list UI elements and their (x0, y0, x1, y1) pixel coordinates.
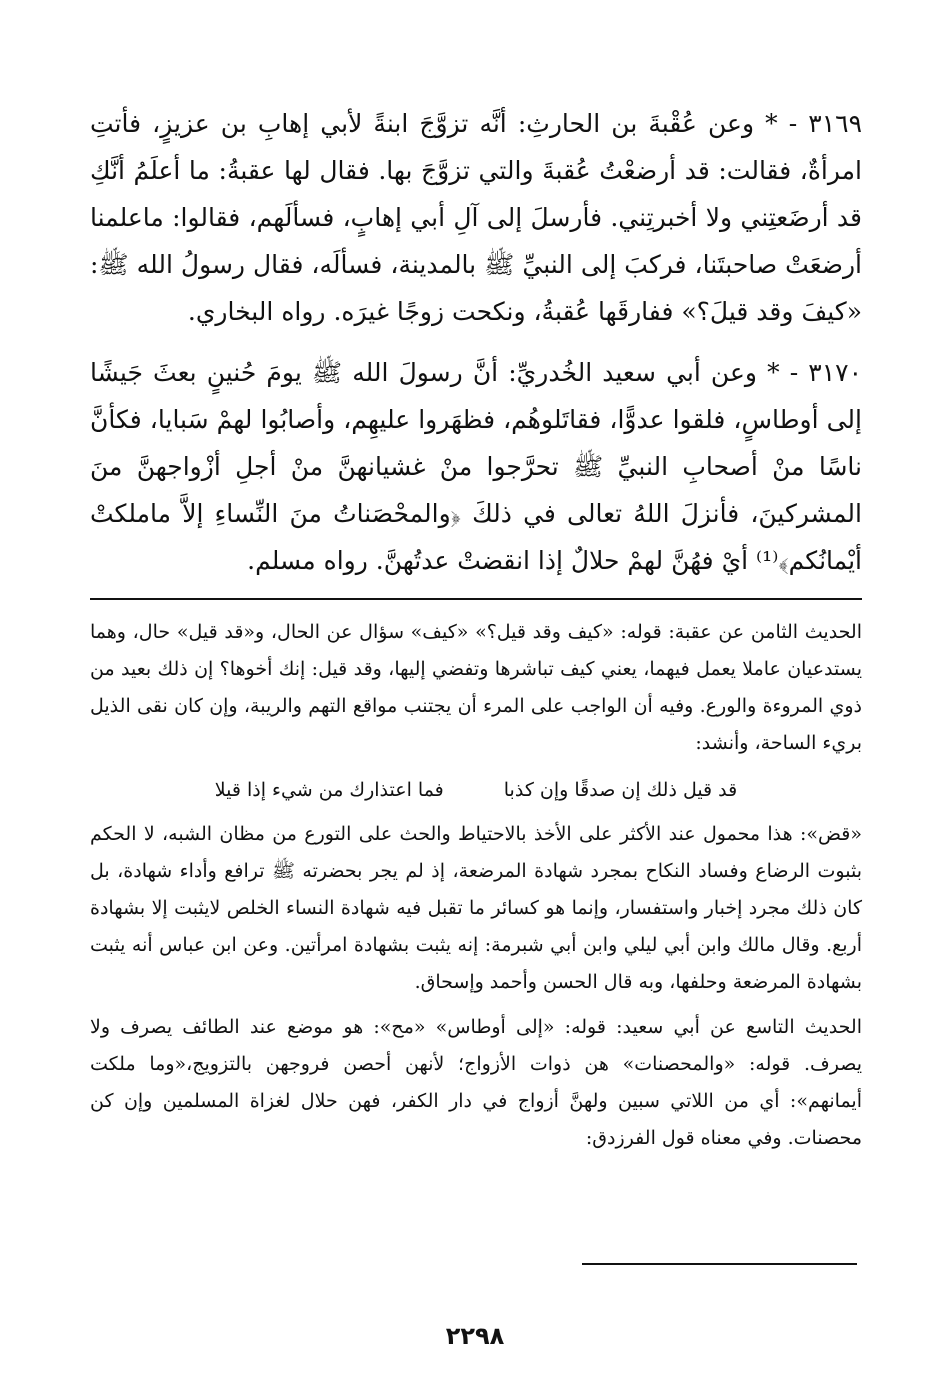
commentary-hadith-8: الحديث الثامن عن عقبة: قوله: «كيف وقد قيل؟» «كيف» سؤال عن الحال، و«قد قيل» حال، وهما يستدعيان عاملا يعمل فيهما، يعني كيف تباشرها وتفضي إليها، وقد قيل: إنك أخوها؟ إن ذلك بعيد من ذوي المروءة والورع. وفيه أن الواجب على المرء أن يجتنب مواقع التهم والريبة، وإن كان نقى الذيل بريء الساحة، وأنشد: (90, 621, 862, 754)
page-content (90, 100, 862, 1165)
page-number: ٢٢٩٨ (445, 1322, 505, 1350)
hadith-3170: ٣١٧٠ - * وعن أبي سعيد الخُدريِّ: أنَّ رسولَ الله ﷺ يومَ حُنينٍ بعثَ جَيشًا إلى أوطاسٍ، فلقوا عدوًّا، فقاتَلوهُم، فظهَروا عليهِم، وأصابُوا لهمْ سَبايا، فكأنَّ ناسًا منْ أصحابِ النبيِّ ﷺ تحرَّجوا منْ غشيانهنَّ منْ أجلِ أزْواجهنَّ منَ المشركينَ، فأنزلَ اللهُ تعالى في ذلكَ ﴿والمحْصَناتُ منَ النِّساءِ إلاَّ ماملكتْ أيْمانُكم﴾⁽¹⁾ أيْ فهُنَّ لهمْ حلالٌ إذا انقضتْ عدتُهنَّ. رواه مسلم. (90, 358, 862, 575)
verse-second-hemistich: فما اعتذارك من شيء إذا قيلا (214, 779, 444, 801)
commentary (90, 614, 862, 1157)
footnote-separator (90, 598, 862, 600)
hadith-3169: ٣١٦٩ - * وعن عُقْبةَ بن الحارثِ: أنَّه تزوَّجَ ابنةً لأبي إهابِ بن عزيزٍ، فأتتِ امرأةٌ، فقالت: قد أرضعْتُ عُقبةَ والتي تزوَّجَ بها. فقال لها عقبةُ: ما أعلَمُ أنَّكِ قد أرضَعتِني ولا أخبرتِني. فأرسلَ إلى آلِ أبي إهابٍ، فسألَهم، فقالوا: ماعلمنا أرضعَتْ صاحبتَنا، فركبَ إلى النبيِّ ﷺ بالمدينة، فسألَه، فقال رسولُ الله ﷺ: «كيفَ وقد قيلَ؟» ففارقَها عُقبةُ، ونكحت زوجًا غيرَه. رواه البخاري. (90, 109, 862, 326)
commentary-hadith-9: الحديث التاسع عن أبي سعيد: قوله: «إلى أوطاس» «مح»: هو موضع عند الطائف يصرف ولا يصرف. قوله: «والمحصنات» هن ذوات الأزواج؛ لأنهن أحصن فروجهن بالتزويج،«وما ملكت أيمانهم»: أي من اللاتي سبين ولهنَّ أزواج في دار الكفر، فهن حلال لغزاة المسلمين وإن كن محصنات. وفي معناه قول الفرزدق: (90, 1016, 862, 1149)
commentary-qad: «قض»: هذا محمول عند الأكثر على الأخذ بالاحتياط والحث على التورع من مظان الشبه، لا الحكم بثبوت الرضاع وفساد النكاح بمجرد شهادة المرضعة، إذ لم يجر بحضرته ﷺ ترافع وأداء شهادة، بل كان ذلك مجرد إخبار واستفسار، وإنما هو كسائر ما تقبل فيه شهادة النساء الخلص لايثبت إلا بشهادة أربع. وقال مالك وابن أبي ليلي وابن أبي شبرمة: إنه يثبت بشهادة امرأتين. وعن ابن عباس أنه يثبت بشهادة المرضعة وحلفها، وبه قال الحسن وأحمد وإسحاق. (90, 823, 862, 993)
bottom-separator (582, 1263, 857, 1265)
poetry-verse (90, 770, 862, 810)
verse-first-hemistich: قد قيل ذلك إن صدقًا وإن كذبا (503, 779, 738, 801)
hadith-text (90, 100, 862, 584)
